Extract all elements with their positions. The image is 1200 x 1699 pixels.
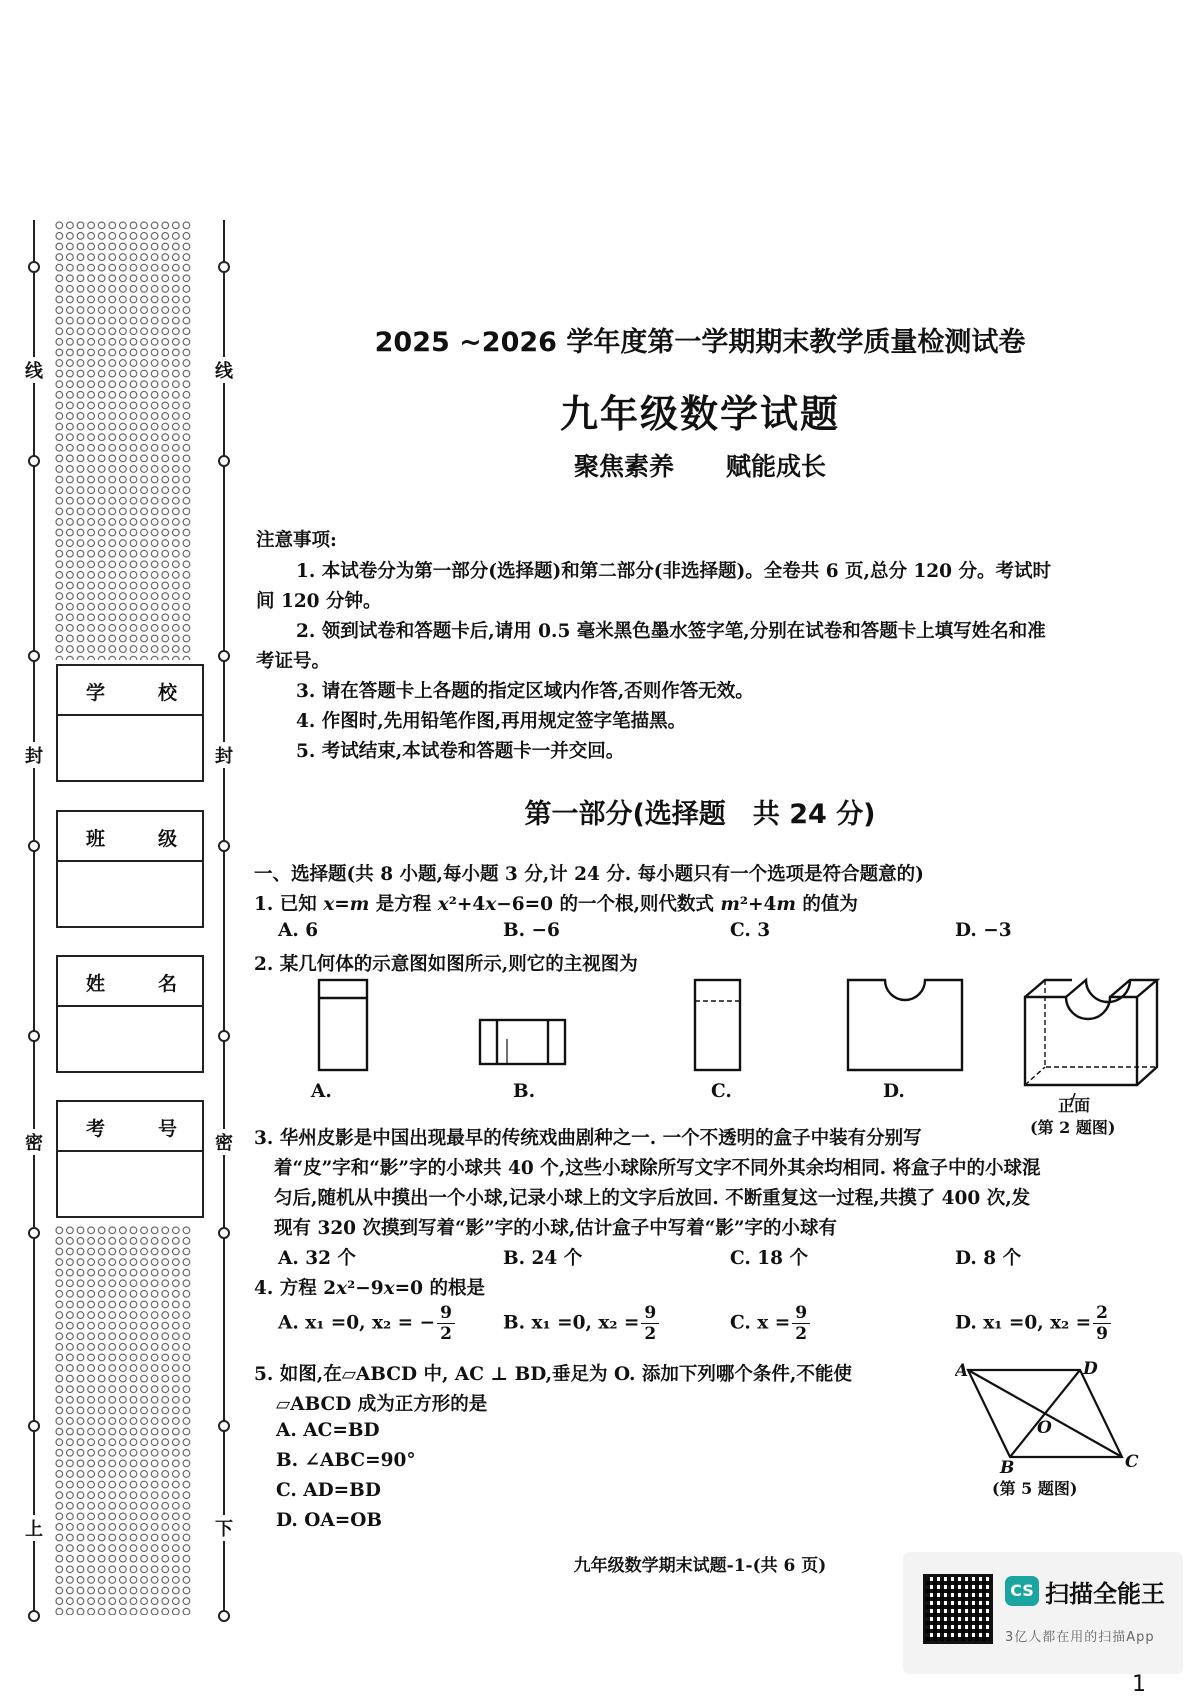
- binding-ring: [218, 1030, 230, 1042]
- scanner-tagline: 3亿人都在用的扫描App: [1005, 1630, 1155, 1645]
- binding-ring: [218, 1227, 230, 1239]
- binding-ring: [28, 650, 40, 662]
- binding-ring: [28, 261, 40, 273]
- q4-option-d: D. x₁ =0, x₂ = $\frac{2}{9}$: [955, 1303, 1113, 1344]
- binding-line-right: [223, 220, 225, 1620]
- binding-ring: [218, 1610, 230, 1622]
- exam-number-label-b: 号: [158, 1118, 178, 1140]
- q5-option-a: A. AC=BD: [276, 1420, 380, 1441]
- notice-item-5: 5. 考试结束,本试卷和答题卡一并交回。: [296, 741, 625, 762]
- binding-ring: [218, 455, 230, 467]
- q1-option-b: B. −6: [503, 920, 560, 941]
- corner-page-number: 1: [1132, 1672, 1146, 1697]
- binding-label-line: 线: [212, 357, 236, 383]
- point-o-label: O: [1037, 1418, 1052, 1438]
- q2-option-d-figure: [848, 980, 962, 1070]
- q2-front-label: 正面: [1058, 1096, 1091, 1115]
- qr-code-icon: [923, 1574, 993, 1644]
- dot-pattern-bottom: [54, 1225, 192, 1615]
- exam-number-box[interactable]: [56, 1100, 204, 1218]
- q3-option-c: C. 18 个: [730, 1248, 808, 1269]
- class-label-a: 班: [86, 828, 106, 850]
- point-d-label: D: [1083, 1360, 1098, 1379]
- binding-label-seal: 封: [212, 742, 236, 768]
- notice-item-1-cont: 间 120 分钟。: [256, 591, 382, 612]
- class-box[interactable]: [56, 810, 204, 928]
- q3-option-d: D. 8 个: [955, 1248, 1022, 1269]
- binding-label-seal: 封: [22, 742, 46, 768]
- q2-option-a-figure: [319, 980, 367, 1070]
- slogan: [240, 447, 1160, 483]
- q1-option-d: D. −3: [955, 920, 1012, 941]
- q3-line-1: 3. 华州皮影是中国出现最早的传统戏曲剧种之一. 一个不透明的盒子中装有分别写: [254, 1128, 922, 1149]
- q1-stem: 1. 已知 x=m 是方程 x²+4x−6=0 的一个根,则代数式 m²+4m 的值为: [254, 894, 858, 915]
- slogan-left: 聚焦素养: [573, 452, 674, 481]
- notice-item-1: 1. 本试卷分为第一部分(选择题)和第二部分(非选择题)。全卷共 6 页,总分 120 分。考试时: [296, 561, 1051, 582]
- q2-option-b: B.: [513, 1081, 536, 1102]
- notice-item-4: 4. 作图时,先用铅笔作图,再用规定签字笔描黑。: [296, 711, 687, 732]
- point-b-label: B: [1000, 1458, 1015, 1475]
- q3-option-a: A. 32 个: [278, 1248, 356, 1269]
- binding-label-line: 线: [22, 357, 46, 383]
- class-label-b: 级: [158, 828, 178, 850]
- q3-option-b: B. 24 个: [503, 1248, 583, 1269]
- q2-option-c: C.: [711, 1081, 732, 1102]
- school-label-a: 学: [86, 682, 106, 704]
- exam-number-label-a: 考: [86, 1118, 106, 1140]
- binding-label-top: 上: [22, 1515, 46, 1541]
- q2-solid-figure: [1025, 975, 1157, 1107]
- q4-option-b: B. x₁ =0, x₂ = $\frac{9}{2}$: [503, 1303, 661, 1344]
- subject-title: 九年级数学试题: [559, 392, 840, 436]
- q2-option-a: A.: [311, 1081, 332, 1102]
- q2-option-c-figure: [695, 980, 740, 1070]
- binding-ring: [28, 1030, 40, 1042]
- notice-heading: 注意事项:: [256, 530, 337, 551]
- q2-option-b-figure: [480, 1020, 565, 1064]
- q5-option-d: D. OA=OB: [276, 1510, 382, 1531]
- section-heading: 一、选择题(共 8 小题,每小题 3 分,计 24 分. 每小题只有一个选项是符合题意的): [254, 864, 924, 885]
- q5-figure-caption: (第 5 题图): [992, 1479, 1078, 1498]
- name-field[interactable]: [58, 1007, 202, 1071]
- point-a-label: A: [955, 1361, 969, 1381]
- scanner-brand: 扫描全能王: [1045, 1580, 1165, 1608]
- q5-line-1: 5. 如图,在▱ABCD 中, AC ⊥ BD,垂足为 O. 添加下列哪个条件,不能使: [254, 1364, 852, 1385]
- binding-ring: [218, 1420, 230, 1432]
- school-label-b: 校: [158, 682, 178, 704]
- name-label-a: 姓: [86, 973, 106, 995]
- name-label-b: 名: [158, 973, 178, 995]
- school-box[interactable]: [56, 664, 204, 782]
- binding-ring: [218, 261, 230, 273]
- q3-line-2: 着“皮”字和“影”字的小球共 40 个,这些小球除所写文字不同外其余均相同. 将盒子中的小球混: [274, 1158, 1041, 1179]
- binding-label-bottom: 下: [212, 1515, 236, 1541]
- class-field[interactable]: [58, 862, 202, 926]
- point-c-label: C: [1125, 1452, 1139, 1472]
- q2-stem: 2. 某几何体的示意图如图所示,则它的主视图为: [254, 954, 638, 975]
- binding-label-secret: 密: [212, 1129, 236, 1155]
- scanner-watermark: [903, 1552, 1183, 1674]
- binding-label-secret: 密: [22, 1129, 46, 1155]
- exam-number-field[interactable]: [58, 1152, 202, 1216]
- binding-ring: [218, 840, 230, 852]
- q5-parallelogram-figure: [955, 1360, 1150, 1475]
- q2-option-d: D.: [883, 1081, 905, 1102]
- part1-title: 第一部分(选择题 共 24 分): [524, 799, 876, 830]
- notice-item-2-cont: 考证号。: [256, 651, 331, 672]
- q1-option-c: C. 3: [730, 920, 771, 941]
- binding-ring: [28, 840, 40, 852]
- q4-option-a: A. x₁ =0, x₂ = − $\frac{9}{2}$: [278, 1303, 457, 1344]
- notice-item-2: 2. 领到试卷和答题卡后,请用 0.5 毫米黑色墨水签字笔,分别在试卷和答题卡上填写姓名和准: [296, 621, 1046, 642]
- page-footer: 九年级数学期末试题-1-(共 6 页): [573, 1556, 827, 1576]
- cs-logo-icon: CS: [1005, 1576, 1039, 1606]
- binding-ring: [218, 650, 230, 662]
- binding-ring: [28, 1420, 40, 1432]
- q5-line-2: ▱ABCD 成为正方形的是: [276, 1394, 488, 1415]
- binding-ring: [28, 1227, 40, 1239]
- q5-option-c: C. AD=BD: [276, 1480, 381, 1501]
- binding-ring: [28, 1610, 40, 1622]
- binding-line-left: [33, 220, 35, 1620]
- q3-line-3: 匀后,随机从中摸出一个小球,记录小球上的文字后放回. 不断重复这一过程,共摸了 400 次,发: [274, 1188, 1031, 1209]
- school-field[interactable]: [58, 716, 202, 780]
- q4-stem: 4. 方程 2x²−9x=0 的根是: [254, 1278, 485, 1299]
- notice-item-3: 3. 请在答题卡上各题的指定区域内作答,否则作答无效。: [296, 681, 754, 702]
- q1-option-a: A. 6: [278, 920, 319, 941]
- q2-figures: [300, 975, 1180, 1135]
- q3-line-4: 现有 320 次摸到写着“影”字的小球,估计盒子中写着“影”字的小球有: [274, 1218, 838, 1239]
- q4-option-c: C. x = $\frac{9}{2}$: [730, 1303, 812, 1344]
- exam-title: 2025 ~2026 学年度第一学期期末教学质量检测试卷: [374, 327, 1026, 358]
- binding-ring: [28, 455, 40, 467]
- q2-figure-caption: (第 2 题图): [1030, 1118, 1116, 1137]
- slogan-right: 赋能成长: [726, 452, 827, 481]
- q5-option-b: B. ∠ABC=90°: [276, 1450, 416, 1471]
- dot-pattern-top: [54, 220, 192, 660]
- name-box[interactable]: [56, 955, 204, 1073]
